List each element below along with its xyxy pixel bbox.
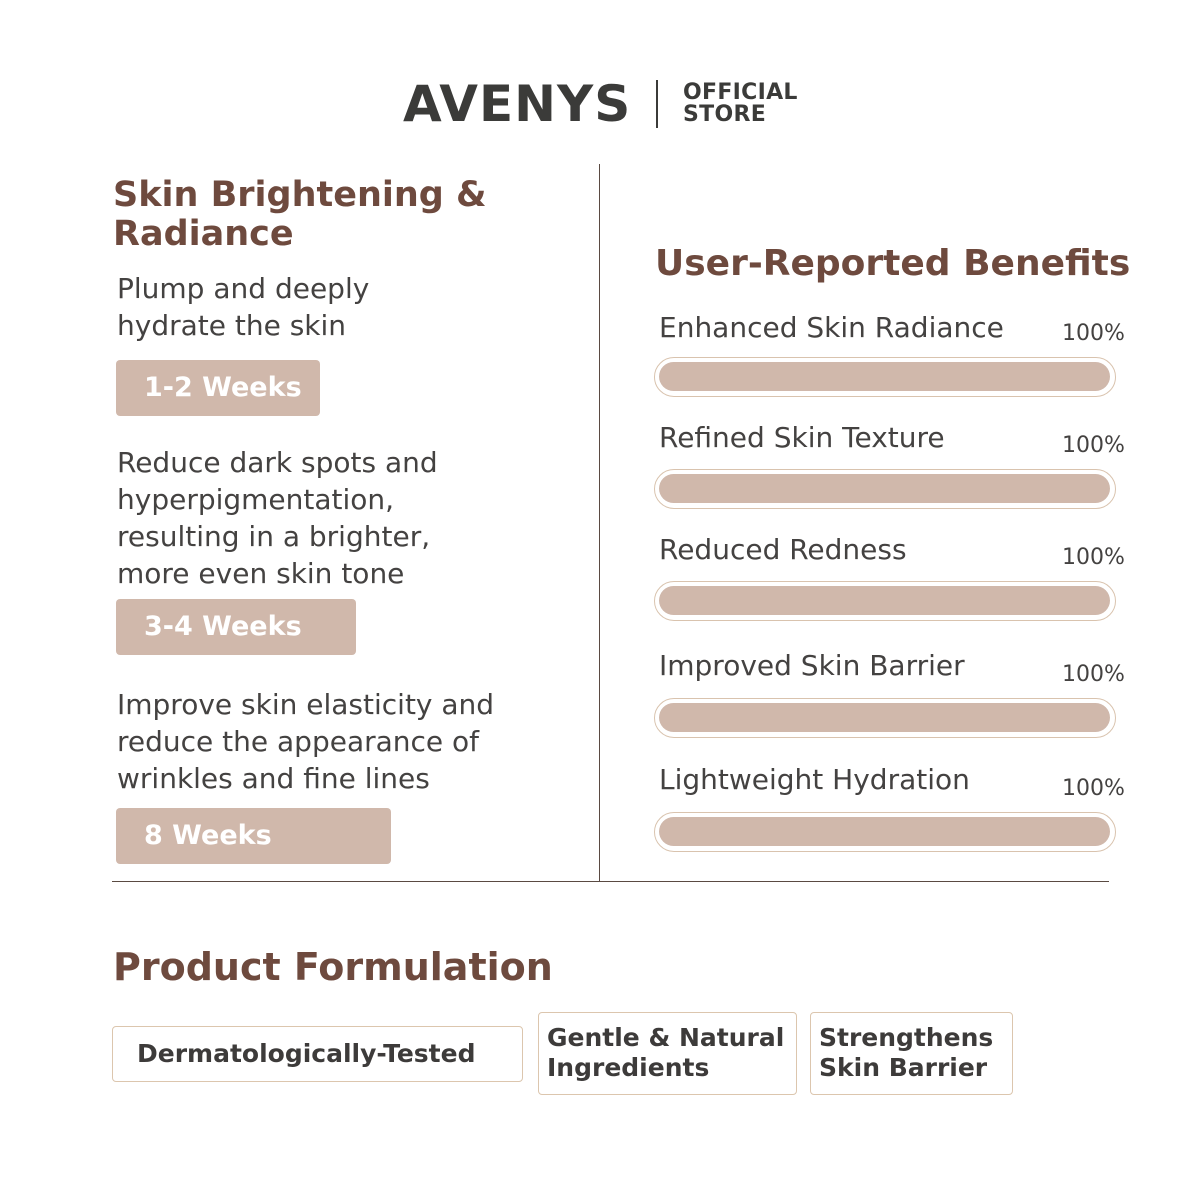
duration-badge-3: 8 Weeks (116, 808, 391, 864)
store-line-2: STORE (683, 102, 767, 127)
progress-fill-1 (659, 362, 1110, 391)
bar-label-2: Refined Skin Texture (659, 421, 945, 454)
product-formulation-title: Product Formulation (113, 945, 553, 989)
chip-1-line-1: Dermatologically-Tested (137, 1039, 476, 1068)
progress-bar-4 (654, 698, 1116, 738)
brand-logo: AVENYS (403, 75, 632, 133)
duration-badge-2: 3-4 Weeks (116, 599, 356, 655)
progress-bar-2 (654, 469, 1116, 509)
official-store-label (683, 82, 798, 126)
progress-fill-4 (659, 703, 1110, 732)
progress-bar-5 (654, 812, 1116, 852)
progress-fill-5 (659, 817, 1110, 846)
chip-2-line-1: Gentle & Natural (547, 1023, 785, 1052)
store-line-1: OFFICIAL (683, 80, 798, 105)
bar-percent-3: 100% (1062, 545, 1125, 570)
chip-dermatologically-tested (112, 1026, 523, 1082)
horizontal-divider (112, 881, 1109, 882)
benefit-text-1: Plump and deeply hydrate the skin (117, 272, 370, 342)
chip-3-line-1: Strengthens (819, 1023, 994, 1052)
bar-label-5: Lightweight Hydration (659, 763, 970, 796)
vertical-divider (599, 164, 600, 882)
bar-percent-4: 100% (1062, 662, 1125, 687)
user-reported-benefits-title: User-Reported Benefits (655, 243, 1131, 284)
header (0, 76, 1201, 132)
chip-3-line-2: Skin Barrier (819, 1053, 988, 1082)
progress-bar-1 (654, 357, 1116, 397)
progress-bar-3 (654, 581, 1116, 621)
bar-percent-1: 100% (1062, 321, 1125, 346)
duration-badge-1: 1-2 Weeks (116, 360, 320, 416)
bar-label-3: Reduced Redness (659, 533, 907, 566)
progress-fill-3 (659, 586, 1110, 615)
benefit-text-3: Improve skin elasticity and reduce the appearance of wrinkles and fine lines (117, 688, 495, 795)
progress-fill-2 (659, 474, 1110, 503)
bar-label-4: Improved Skin Barrier (659, 649, 965, 682)
bar-percent-2: 100% (1062, 433, 1125, 458)
bar-percent-5: 100% (1062, 776, 1125, 801)
benefit-text-2: Reduce dark spots and hyperpigmentation, resulting in a brighter, more even skin tone (117, 446, 438, 590)
brand-divider (656, 80, 658, 128)
bar-label-1: Enhanced Skin Radiance (659, 311, 1004, 344)
chip-2-line-2: Ingredients (547, 1053, 710, 1082)
skin-brightening-title: Skin Brightening & Radiance (113, 175, 487, 254)
chip-strengthens-barrier (810, 1012, 1013, 1095)
chip-gentle-natural (538, 1012, 797, 1095)
